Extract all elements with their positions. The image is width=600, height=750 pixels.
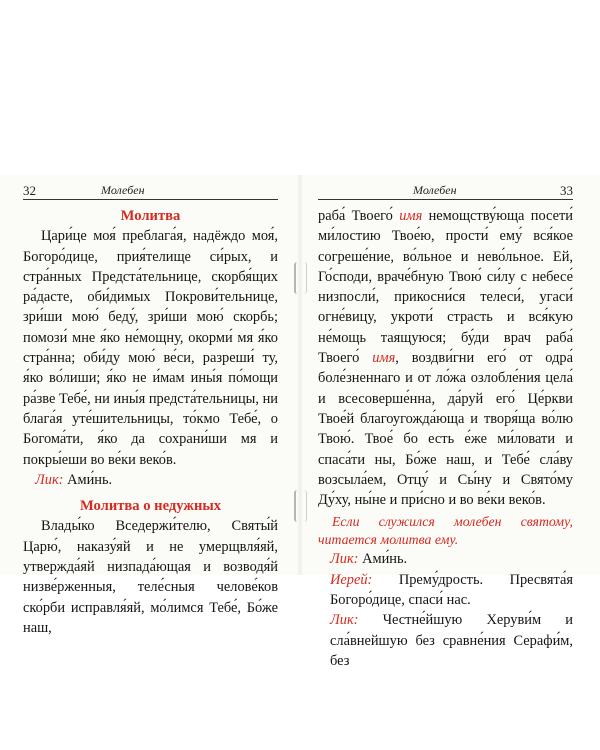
running-title: Молебен <box>413 183 457 197</box>
running-header <box>318 183 573 200</box>
name-placeholder: имя <box>399 208 423 224</box>
page-number: 32 <box>23 183 36 198</box>
response-line <box>318 610 573 671</box>
prayer-text: немощству́юща посети́ ми́лостию Твое́ю, прости́ ему́ вся́кое согреше́ние, во́льное и нево́льное. Ей, Го́споди, враче́бную Твою́ си́лу с небесе́ низпосли́, прикосни́ся телеси́, угаси́ огне́вицу, укроти́ страсть и вся́кую не́мощь таящуюся; бу́ди врач раба́ Твоего́ <box>318 208 573 367</box>
response-line <box>23 470 278 490</box>
response-role: Иерей: <box>330 571 373 588</box>
response-text: Ами́нь. <box>67 471 113 488</box>
response-line <box>318 549 573 569</box>
page-body <box>23 206 278 638</box>
prayer-text: , воздви́гни его́ от одра́ боле́зненнаго и от ло́жа озлобле́ния цела́ и всесоверше́нна, да́руй его́ Це́ркви Твое́й благоугожда́юща и творя́ща во́лю Твою́. Твое́ бо есть е́же ми́ловати и спаса́ти ны, Бо́же наш, и Тебе́ сла́ву возсыла́ем, Отцу́ и Сы́ну и Свято́му Ду́ху, ны́не и при́сно и во ве́ки веко́в. <box>318 350 573 509</box>
right-page <box>318 183 573 671</box>
prayer-paragraph: Цари́це моя́ преблага́я, надёждо моя́, Богоро́дице, прия́телище си́рых, и стра́нных Предста́тельнице, скорбя́щих ра́дасте, оби́димых Покрови́тельнице, зри́ши мою́ беду́, зри́ши мою́ скорбь; помози́ мне я́ко не́мощну, окорми́ мя я́ко стра́нна; оби́ду мою́ ве́си, разреши́ ту, я́ко во́лиши; я́ко не и́мам ины́я по́мощи ра́зве Тебе́, ни ины́я предста́тельницы, ни блага́я уте́шительницы, то́кмо Тебе́, о Богома́ти, я́ко да сохрани́ши мя и покры́еши во ве́ки веко́в. <box>23 228 278 468</box>
page-number: 33 <box>560 183 573 198</box>
prayer-paragraph: Влады́ко Вседержи́телю, Святы́й Царю́, наказу́яй и не умерщвля́яй, утвержда́яй низпада́ющая и возводя́й низве́рженныя, теле́сныя челове́ков ско́рби исправля́яй, мо́лимся Тебе́, Бо́же наш, <box>23 518 278 636</box>
binding-stitch <box>294 262 307 294</box>
running-title: Молебен <box>101 183 145 197</box>
prayer-heading: Молитва <box>120 208 181 224</box>
page-body <box>318 206 573 671</box>
name-placeholder: имя <box>372 350 396 367</box>
binding-stitch <box>294 490 307 522</box>
response-text: Честне́йшую Херуви́м и сла́внейшую без сравне́ния Серафи́м, без <box>330 612 573 669</box>
prayer-paragraph <box>318 206 573 510</box>
running-header <box>23 183 278 200</box>
left-page <box>23 183 278 638</box>
response-text: Прему́дрость. Пресвята́я Богоро́дице, спаси́ нас. <box>330 571 573 609</box>
response-role: Лик: <box>330 612 359 629</box>
rubric-note: Если служился молебен святому, читается молитва ему. <box>318 514 573 548</box>
response-role: Лик: <box>330 551 359 568</box>
response-text: Ами́нь. <box>362 551 408 568</box>
response-role: Лик: <box>35 471 64 488</box>
prayer-text: раба́ Твоего́ <box>318 208 393 224</box>
prayer-heading: Молитва о недужных <box>79 498 222 515</box>
response-line <box>318 570 573 611</box>
